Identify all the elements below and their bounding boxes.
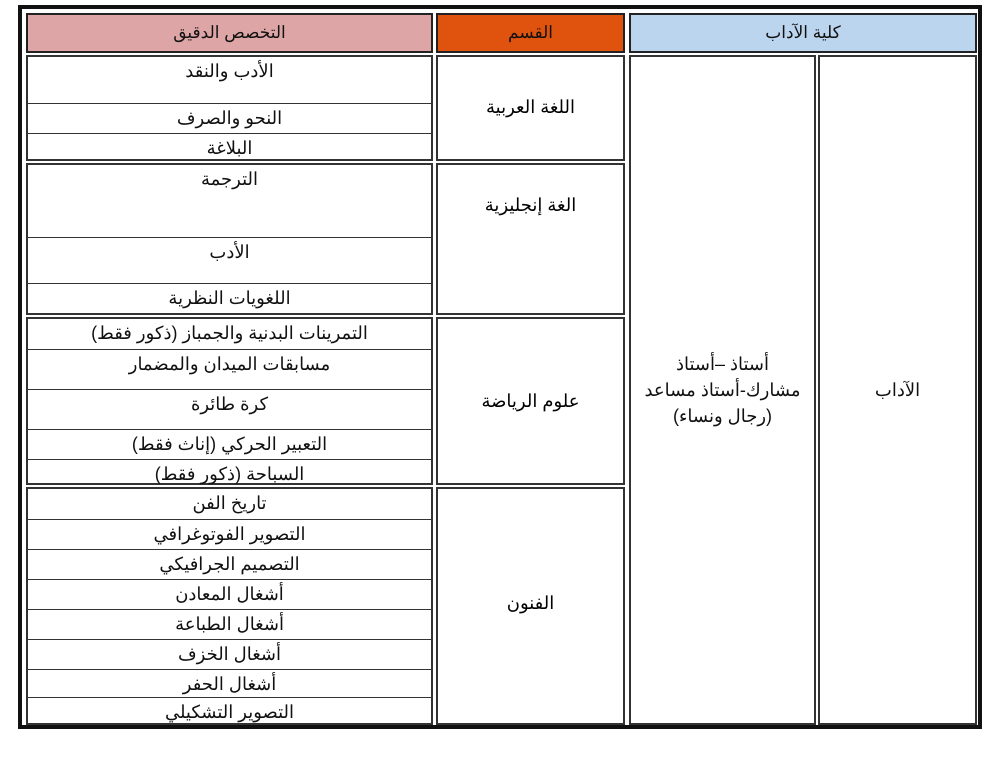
header-college	[629, 13, 977, 53]
specialization-text: التصميم الجرافيكي	[159, 554, 300, 574]
header-department-label: القسم	[508, 23, 553, 42]
specialization-text: أشغال الخزف	[177, 644, 282, 664]
department-name: الفنون	[506, 593, 555, 613]
department-name: علوم الرياضة	[481, 391, 580, 411]
department-cell-arts	[436, 487, 625, 725]
department-name: الغة إنجليزية	[484, 195, 577, 215]
specialization-row	[28, 237, 431, 283]
specialization-group-english	[26, 163, 433, 315]
specialization-row	[28, 459, 431, 485]
header-department	[436, 13, 625, 53]
specialization-row	[28, 429, 431, 459]
specialization-text: الأدب	[209, 242, 250, 262]
department-cell-arabic	[436, 55, 625, 161]
specialization-row	[28, 519, 431, 549]
ranks-cell	[629, 55, 816, 725]
specialization-row	[28, 549, 431, 579]
specialization-text: النحو والصرف	[176, 108, 283, 128]
specialization-text: السباحة (ذكور فقط)	[154, 464, 305, 484]
specialization-row	[28, 579, 431, 609]
specialization-text: أشغال الطباعة	[175, 614, 284, 634]
specialization-group-sports	[26, 317, 433, 485]
specialization-text: مسابقات الميدان والمضمار	[128, 354, 331, 374]
specialization-text: التمرينات البدنية والجمباز (ذكور فقط)	[91, 323, 368, 343]
specialization-text: التصوير التشكيلي	[164, 702, 295, 722]
header-specialization	[26, 13, 433, 53]
specialization-row	[28, 283, 431, 315]
college-name: الآداب	[874, 380, 921, 400]
specialization-group-arts	[26, 487, 433, 725]
college-name-cell	[818, 55, 977, 725]
specialization-row	[28, 319, 431, 349]
specialization-row	[28, 669, 431, 697]
specialization-row	[28, 609, 431, 639]
specialization-text: الأدب والنقد	[185, 61, 274, 81]
specialization-text: أشغال المعادن	[175, 584, 284, 604]
department-cell-sports	[436, 317, 625, 485]
specialization-row	[28, 133, 431, 161]
department-cell-english	[436, 163, 625, 315]
specialization-row	[28, 103, 431, 133]
specialization-text: كرة طائرة	[190, 394, 269, 414]
specialization-row	[28, 697, 431, 725]
header-college-label: كلية الآداب	[765, 23, 841, 42]
specialization-row	[28, 389, 431, 429]
specialization-row	[28, 489, 431, 519]
specialization-row	[28, 165, 431, 237]
header-specialization-label: التخصص الدقيق	[173, 23, 286, 42]
academic-table	[18, 5, 982, 729]
specialization-row	[28, 57, 431, 103]
specialization-row	[28, 349, 431, 389]
rank-line-3: (رجال ونساء)	[672, 406, 773, 426]
specialization-group-arabic	[26, 55, 433, 161]
department-name: اللغة العربية	[486, 97, 575, 117]
specialization-text: التصوير الفوتوغرافي	[153, 524, 306, 544]
specialization-text: الترجمة	[200, 169, 259, 189]
specialization-text: أشغال الحفر	[182, 674, 277, 694]
specialization-row	[28, 639, 431, 669]
specialization-text: تاريخ الفن	[192, 493, 267, 513]
rank-line-2: مشارك-أستاذ مساعد	[644, 380, 801, 400]
specialization-text: التعبير الحركي (إناث فقط)	[131, 434, 328, 454]
rank-line-1: أستاذ –أستاذ	[675, 354, 770, 374]
specialization-text: البلاغة	[206, 138, 253, 158]
specialization-text: اللغويات النظرية	[168, 288, 291, 308]
